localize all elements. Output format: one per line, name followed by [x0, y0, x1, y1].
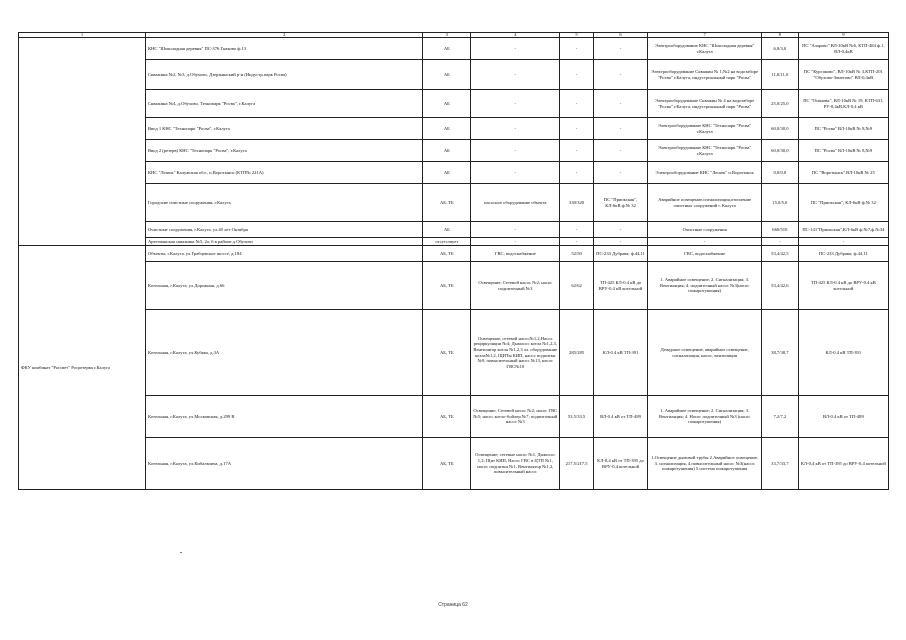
organization-cell — [19, 38, 146, 246]
table-row — [19, 246, 889, 262]
cell-eq: - — [471, 140, 560, 162]
cell-p: - — [560, 238, 593, 246]
cell-pw: 660/510 — [761, 222, 798, 238]
cell-p: - — [560, 140, 593, 162]
cell-obj: Объекты, г.Калуга, ул.Грабцевское шоссе, д.184 — [145, 246, 422, 262]
cell-obj: Котельная, г.Калуга, ул.Дорожная, д.66 — [145, 262, 422, 310]
cell-p: 52/50 — [560, 246, 593, 262]
cell-cat: АБ — [423, 90, 471, 118]
cell-p: 217,5/217,5 — [560, 438, 593, 490]
cell-cat: АБ, ТБ — [423, 310, 471, 396]
header-cell: 8 — [761, 33, 798, 38]
header-cell: 5 — [560, 33, 593, 38]
cell-obj: Ввод 2 (резерв) КНС "Технопарк "Росва", г.Калуга — [145, 140, 422, 162]
cell-cat: АБ — [423, 38, 471, 60]
cell-src: - — [593, 118, 648, 140]
cell-eq: - — [471, 222, 560, 238]
header-cell: 1 — [19, 33, 146, 38]
cell-feed: ПС "Азарово" ВЛ-10кВ №6, КТП-484 ф.1, ВЛ-0,4кВ — [798, 38, 888, 60]
cell-src: ВЛ-0.4 кВ от ТП-489 — [593, 396, 648, 438]
cell-cat: АБ — [423, 162, 471, 184]
page-number: Страница 62 — [438, 602, 468, 608]
cell-eq: Освещение, сетевой насос№1,2,Насос рециркуляции №4; Дымосос котла №1,2,3, Вентилятор котла №1,2,3 эл. оборудование котла№1,2, ЩИТы КИП, насос подпитки №9, повысительный насос №13, насос ГВС№10 — [471, 310, 560, 396]
cell-stations: Электрооборудование КНС "Технопарк "Росва" г.Калуга — [648, 118, 762, 140]
table-row — [19, 310, 889, 396]
cell-src: - — [593, 238, 648, 246]
cell-src: КЛ-0,4 кВ от ТП-395 до ВРУ-0,4 котельной — [593, 438, 648, 490]
cell-obj: Артезианская скважина №5, 2а, 6 в районе д.Обухово — [145, 238, 422, 246]
header-cell: 4 — [471, 33, 560, 38]
cell-pw: 25,0/25,0 — [761, 90, 798, 118]
cell-eq: ГВС, водоснабжение — [471, 246, 560, 262]
cell-feed: КЛ-0,4 кВ от ТП-395 до ВРУ-0,4 котельной — [798, 438, 888, 490]
cell-p: - — [560, 118, 593, 140]
cell-eq: - — [471, 90, 560, 118]
cell-pw: 15,0/5,0 — [761, 184, 798, 222]
cell-feed: ПС-141"Приокская",КЛ-6кВ ф.№7,ф.№34 — [798, 222, 888, 238]
cell-stations: Аварийное освещение,сигнализация,отопление очистных сооружений г. Калуга — [648, 184, 762, 222]
table-row — [19, 90, 889, 118]
cell-feed: ПС "Приокская", КЛ-6кВ ф.№ 32 — [798, 184, 888, 222]
cell-obj: Ввод 1 КНС "Технопарк "Росва", г.Калуга — [145, 118, 422, 140]
cell-pw: 38,7/38,7 — [761, 310, 798, 396]
cell-p: - — [560, 90, 593, 118]
cell-eq: Освещение; Сетевой насос №2; насос подпиточный №3 — [471, 262, 560, 310]
cell-src: - — [593, 38, 648, 60]
cell-obj: Котельная, г.Калуга, ул.Московская, д.299 В — [145, 396, 422, 438]
cell-src: - — [593, 222, 648, 238]
cell-pw: 60,0/30,0 — [761, 140, 798, 162]
header-cell: 6 — [593, 33, 648, 38]
header-cell: 2 — [145, 33, 422, 38]
table-row — [19, 438, 889, 490]
cell-obj: КНС "Шоколадная деревня" ПС-376 Гнаково ф.13 — [145, 38, 422, 60]
cell-src: - — [593, 140, 648, 162]
cell-feed: ПС "Осиновк", ВЛ-10кВ № 19, КТП-631, РУ-0,4кВ,КЛ-0,4 кВ — [798, 90, 888, 118]
cell-cat: АБ, ТБ — [423, 438, 471, 490]
cell-feed: ПС "Воротынск" ВЛ-10кВ № 25 — [798, 162, 888, 184]
cell-stations: Электрооборудование Скважин № 4 на водозаборе "Росва" г.Калуга, индустриальный парк "Росва" — [648, 90, 762, 118]
cell-p: 285/285 — [560, 310, 593, 396]
cell-feed: ПС "Росва" ВЛ-10кВ № 8,№9 — [798, 140, 888, 162]
cell-obj: Скважина №2, №3, д.Обухово, Дзержинский р-н (Индустр.парк Росва) — [145, 60, 422, 90]
cell-obj: КНС "Лешок" Калужская обл., п.Воротынск (КТП№ 221А) — [145, 162, 422, 184]
cell-feed: ВЛ-0.4 кВ от ТП-489 — [798, 396, 888, 438]
table-row — [19, 238, 889, 246]
cell-cat: АБ — [423, 60, 471, 90]
cell-stations: ГВС, водоснабжение — [648, 246, 762, 262]
stray-mark — [180, 552, 182, 553]
cell-pw: 0,0/0,0 — [761, 162, 798, 184]
organization-cell: ФКУ комбинат "Рассвет" Росрезерва г.Калуга — [19, 246, 146, 490]
cell-cat: отсутствует — [423, 238, 471, 246]
cell-feed: ТП-425 КЛ-0.4 кВ до ВРУ-0.4 кВ котельной — [798, 262, 888, 310]
cell-eq: - — [471, 60, 560, 90]
table-row — [19, 262, 889, 310]
cell-eq: - — [471, 38, 560, 60]
cell-pw: - — [761, 238, 798, 246]
cell-src: - — [593, 60, 648, 90]
cell-pw: 33,7/33,7 — [761, 438, 798, 490]
cell-p: - — [560, 38, 593, 60]
cell-cat: АБ, ТБ — [423, 262, 471, 310]
cell-pw: 60,0/30,0 — [761, 118, 798, 140]
table-row — [19, 38, 889, 60]
cell-cat: АБ, ТБ — [423, 396, 471, 438]
cell-eq: Освещение; Сетевой насос №2; насос ГВС №5; насос котло-бойлер №7; подпиточный насос №3 — [471, 396, 560, 438]
cell-stations: 1. Аварийное освещение; 2. Сигнализация; 3. Вентиляция; 4. подпиточный насос №3(насос пожаротушения) — [648, 262, 762, 310]
cell-p: - — [560, 162, 593, 184]
table-row — [19, 184, 889, 222]
cell-src: ПС-233 Дубрава; ф.44,11 — [593, 246, 648, 262]
cell-stations: Электрооборудование Скважин № 1,№2 на водозаборе "Росва" г.Калуга, индустриальный парк "Росва" — [648, 60, 762, 90]
cell-p: - — [560, 222, 593, 238]
cell-stations: 1. Аварийное освещение; 2. Сигнализация; 3. Вентиляция; 4. Насос подпиточный №3 (насос пожаротушения) — [648, 396, 762, 438]
cell-p: 53,5/33,5 — [560, 396, 593, 438]
cell-eq: - — [471, 118, 560, 140]
cell-stations: Электрооборудование КНС "Шоколадная деревня" г.Калуга — [648, 38, 762, 60]
cell-stations: Очистные сооружения — [648, 222, 762, 238]
cell-cat: АБ, ТБ — [423, 184, 471, 222]
header-cell: 3 — [423, 33, 471, 38]
table-row — [19, 162, 889, 184]
cell-p: 330/320 — [560, 184, 593, 222]
cell-cat: АБ — [423, 118, 471, 140]
cell-pw: 6,8/3,0 — [761, 38, 798, 60]
cell-pw: 53,4/42,5 — [761, 246, 798, 262]
table-row — [19, 396, 889, 438]
cell-feed: ПС "Росва" ВЛ-10кВ № 8,№9 — [798, 118, 888, 140]
cell-src: КЛ-0.4 кВ ТП-391 — [593, 310, 648, 396]
cell-p: 62/62 — [560, 262, 593, 310]
cell-eq: насосное оборудование объекта — [471, 184, 560, 222]
cell-pw: 7,2/7,2 — [761, 396, 798, 438]
table-row — [19, 60, 889, 90]
data-table — [18, 32, 889, 490]
table-row — [19, 222, 889, 238]
cell-p: - — [560, 60, 593, 90]
cell-stations: Электрооборудование КНС "Технопарк "Росва" г.Калуга — [648, 140, 762, 162]
cell-obj: Скважина №4, д.Обухово, Технопарк "Росва", г.Калуга — [145, 90, 422, 118]
cell-stations: 1.Освещение дымовой трубы 2.Аварийное освещение, 3. сигнализация, 4.повысительный насос №3(насос пожаротушения) 5.система пожаротушения — [648, 438, 762, 490]
table-row — [19, 118, 889, 140]
cell-feed: КЛ-0.4 кВ ТП-391 — [798, 310, 888, 396]
cell-pw: 11,0/11,0 — [761, 60, 798, 90]
cell-src: - — [593, 162, 648, 184]
cell-src: - — [593, 90, 648, 118]
cell-eq: - — [471, 238, 560, 246]
cell-feed: ПС-233 Дубрава; ф.44,11 — [798, 246, 888, 262]
cell-src: ТП-425 КЛ-0.4 кВ до ВРУ-0.4 кВ котельной — [593, 262, 648, 310]
cell-obj: Городские очистные сооружения, г.Калуга — [145, 184, 422, 222]
header-cell: 7 — [648, 33, 762, 38]
cell-stations: Электрооборудование КНС "Лешок" п.Воротынск — [648, 162, 762, 184]
cell-eq: Освещение; сетевые насос №1, Дымосос 1,2; Щит КИП, Насос ГВС в ЦТП №1, насос подпитки №1, Вентилятор №1,2, повысительный насос — [471, 438, 560, 490]
cell-obj: Очистные сооружения, г.Калуга, ул.40 лет Октября — [145, 222, 422, 238]
cell-pw: 53,4/42,6 — [761, 262, 798, 310]
cell-obj: Котельная, г.Калуга, ул.Кибальчича, д.17А — [145, 438, 422, 490]
cell-cat: АБ, ТБ — [423, 246, 471, 262]
cell-stations: Дежурное освещение, аварийное освещение, сигнализация, насос, вентиляция — [648, 310, 762, 396]
cell-obj: Котельная, г.Калуга, ул.Кубяка, д.3А — [145, 310, 422, 396]
cell-eq: - — [471, 162, 560, 184]
cell-src: ПС "Приокская", КЛ-6кВ ф.№ 32 — [593, 184, 648, 222]
table-row — [19, 140, 889, 162]
cell-feed: - — [798, 238, 888, 246]
cell-cat: АБ — [423, 140, 471, 162]
cell-feed: ПС "Курсаково", ВЛ-10кВ № 3,КТП-201 "Обухово-Заметово" ВЛ-0,4кВ — [798, 60, 888, 90]
cell-stations: - — [648, 238, 762, 246]
header-cell: 9 — [798, 33, 888, 38]
cell-cat: АБ — [423, 222, 471, 238]
